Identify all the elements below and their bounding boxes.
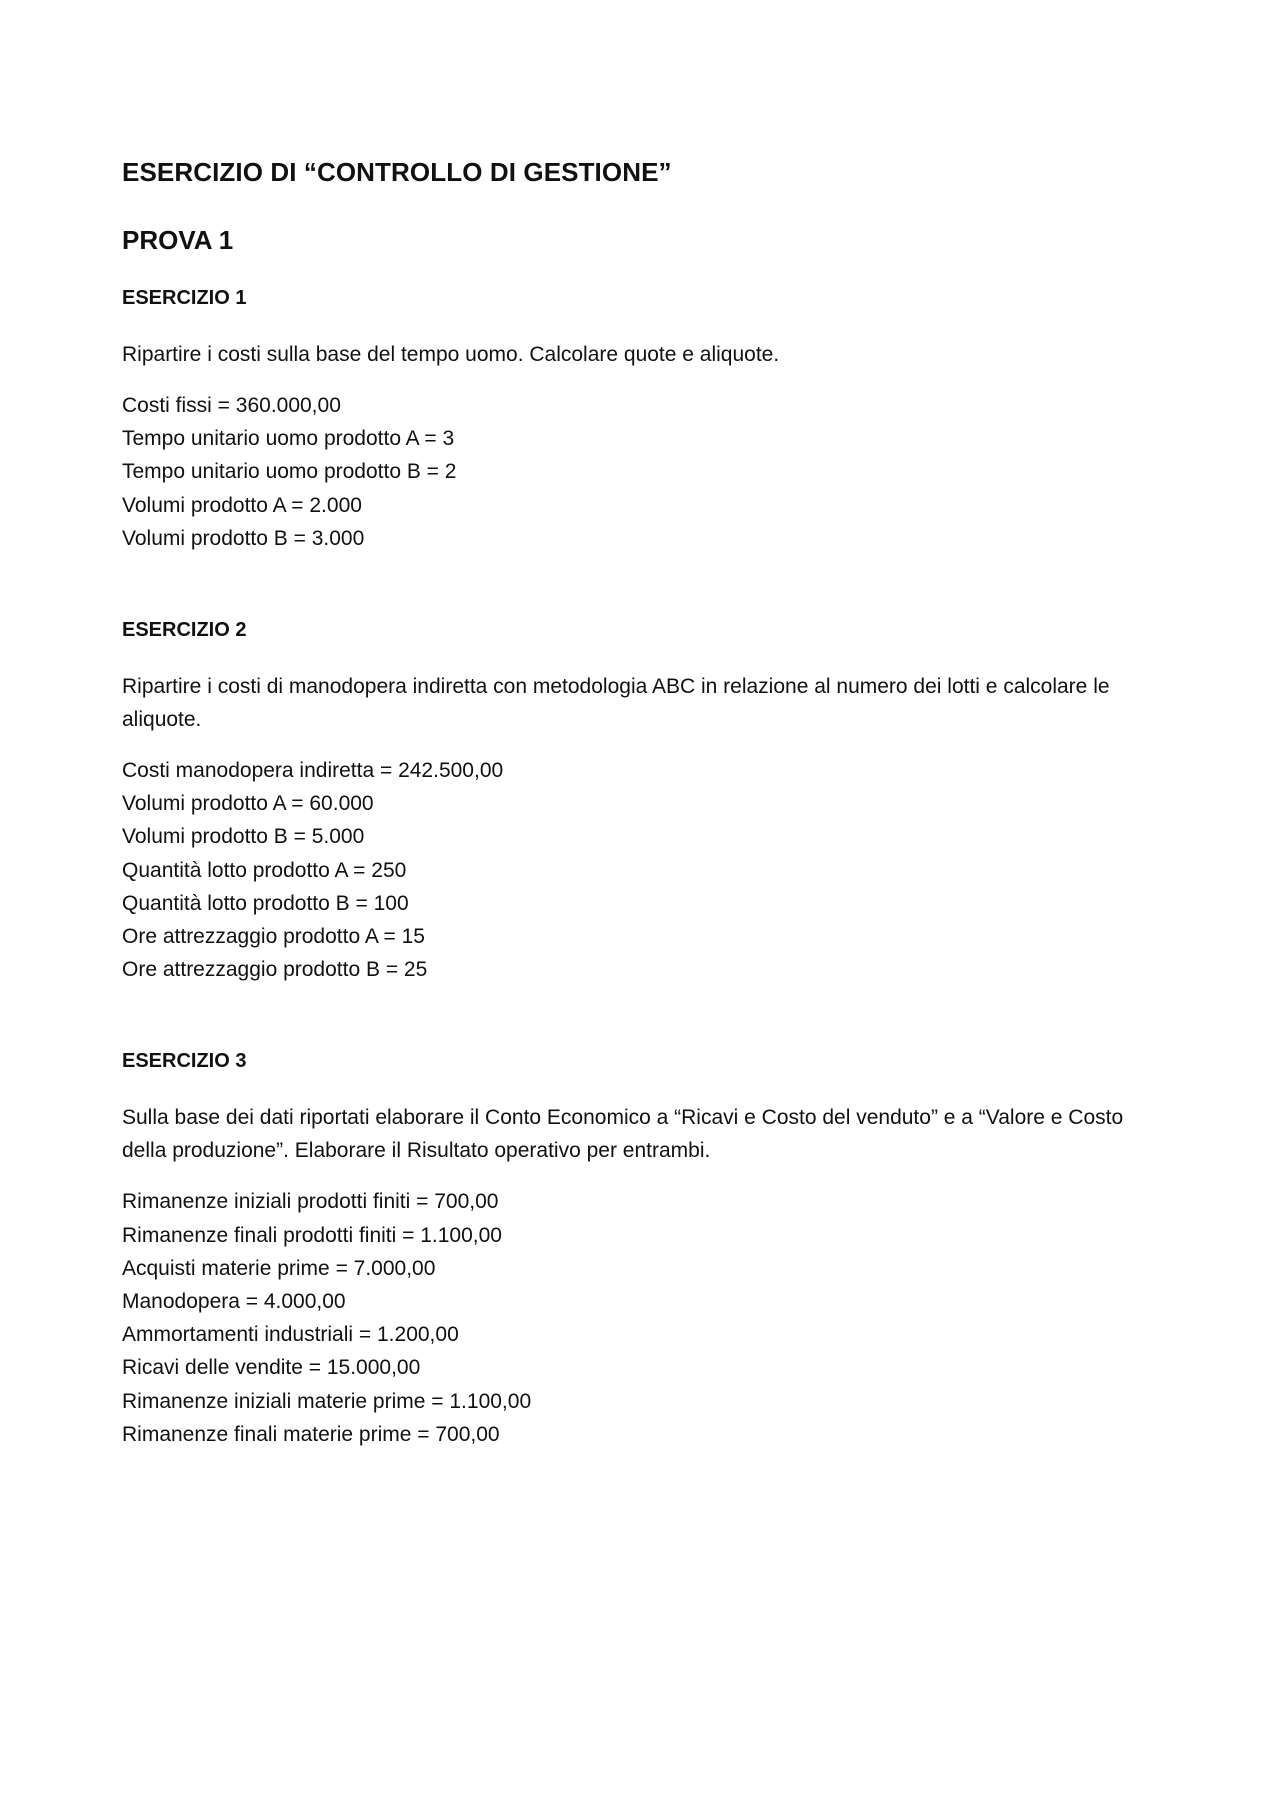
data-item: Manodopera = 4.000,00 — [122, 1290, 346, 1314]
data-item: Quantità lotto prodotto B = 100 — [122, 891, 409, 915]
data-item: Quantità lotto prodotto A = 250 — [122, 858, 407, 882]
exercise-data-list — [122, 1185, 1172, 1451]
exercise-instructions: Ripartire i costi sulla base del tempo uomo. Calcolare quote e aliquote. — [122, 343, 780, 366]
data-item: Volumi prodotto B = 3.000 — [122, 526, 365, 550]
data-item: Rimanenze finali materie prime = 700,00 — [122, 1422, 500, 1446]
document-title: ESERCIZIO DI “CONTROLLO DI GESTIONE” — [122, 157, 672, 187]
data-item: Rimanenze finali prodotti finiti = 1.100,00 — [122, 1223, 502, 1247]
exercise-1 — [122, 285, 1172, 555]
data-item: Volumi prodotto A = 60.000 — [122, 792, 374, 816]
exercise-heading: ESERCIZIO 3 — [122, 1050, 247, 1073]
exercise-instructions: Ripartire i costi di manodopera indiretta con metodologia ABC in relazione al numero dei lotti e calcolare le aliquote. — [122, 675, 1110, 732]
data-item: Costi manodopera indiretta = 242.500,00 — [122, 759, 504, 783]
exercise-3 — [122, 1048, 1172, 1451]
data-item: Acquisti materie prime = 7.000,00 — [122, 1256, 436, 1280]
exercise-data-list — [122, 754, 1172, 986]
data-item: Volumi prodotto A = 2.000 — [122, 493, 362, 517]
data-item: Rimanenze iniziali materie prime = 1.100,00 — [122, 1389, 532, 1413]
exercise-heading: ESERCIZIO 2 — [122, 619, 247, 642]
document-page — [122, 155, 1172, 1451]
exercise-instructions: Sulla base dei dati riportati elaborare il Conto Economico a “Ricavi e Costo del venduto” e a “Valore e Costo della produzione”. Elaborare il Risultato operativo per entrambi. — [122, 1106, 1124, 1163]
data-item: Volumi prodotto B = 5.000 — [122, 825, 365, 849]
data-item: Ammortamenti industriali = 1.200,00 — [122, 1323, 459, 1347]
data-item: Ricavi delle vendite = 15.000,00 — [122, 1356, 421, 1380]
data-item: Rimanenze iniziali prodotti finiti = 700,00 — [122, 1190, 499, 1214]
exercise-data-list — [122, 389, 1172, 555]
data-item: Tempo unitario uomo prodotto B = 2 — [122, 460, 457, 484]
data-item: Costi fissi = 360.000,00 — [122, 394, 341, 417]
exercise-heading: ESERCIZIO 1 — [122, 287, 247, 309]
document-subtitle: PROVA 1 — [122, 225, 234, 255]
data-item: Ore attrezzaggio prodotto B = 25 — [122, 958, 428, 982]
data-item: Tempo unitario uomo prodotto A = 3 — [122, 427, 455, 451]
exercise-2 — [122, 617, 1172, 986]
data-item: Ore attrezzaggio prodotto A = 15 — [122, 925, 425, 949]
